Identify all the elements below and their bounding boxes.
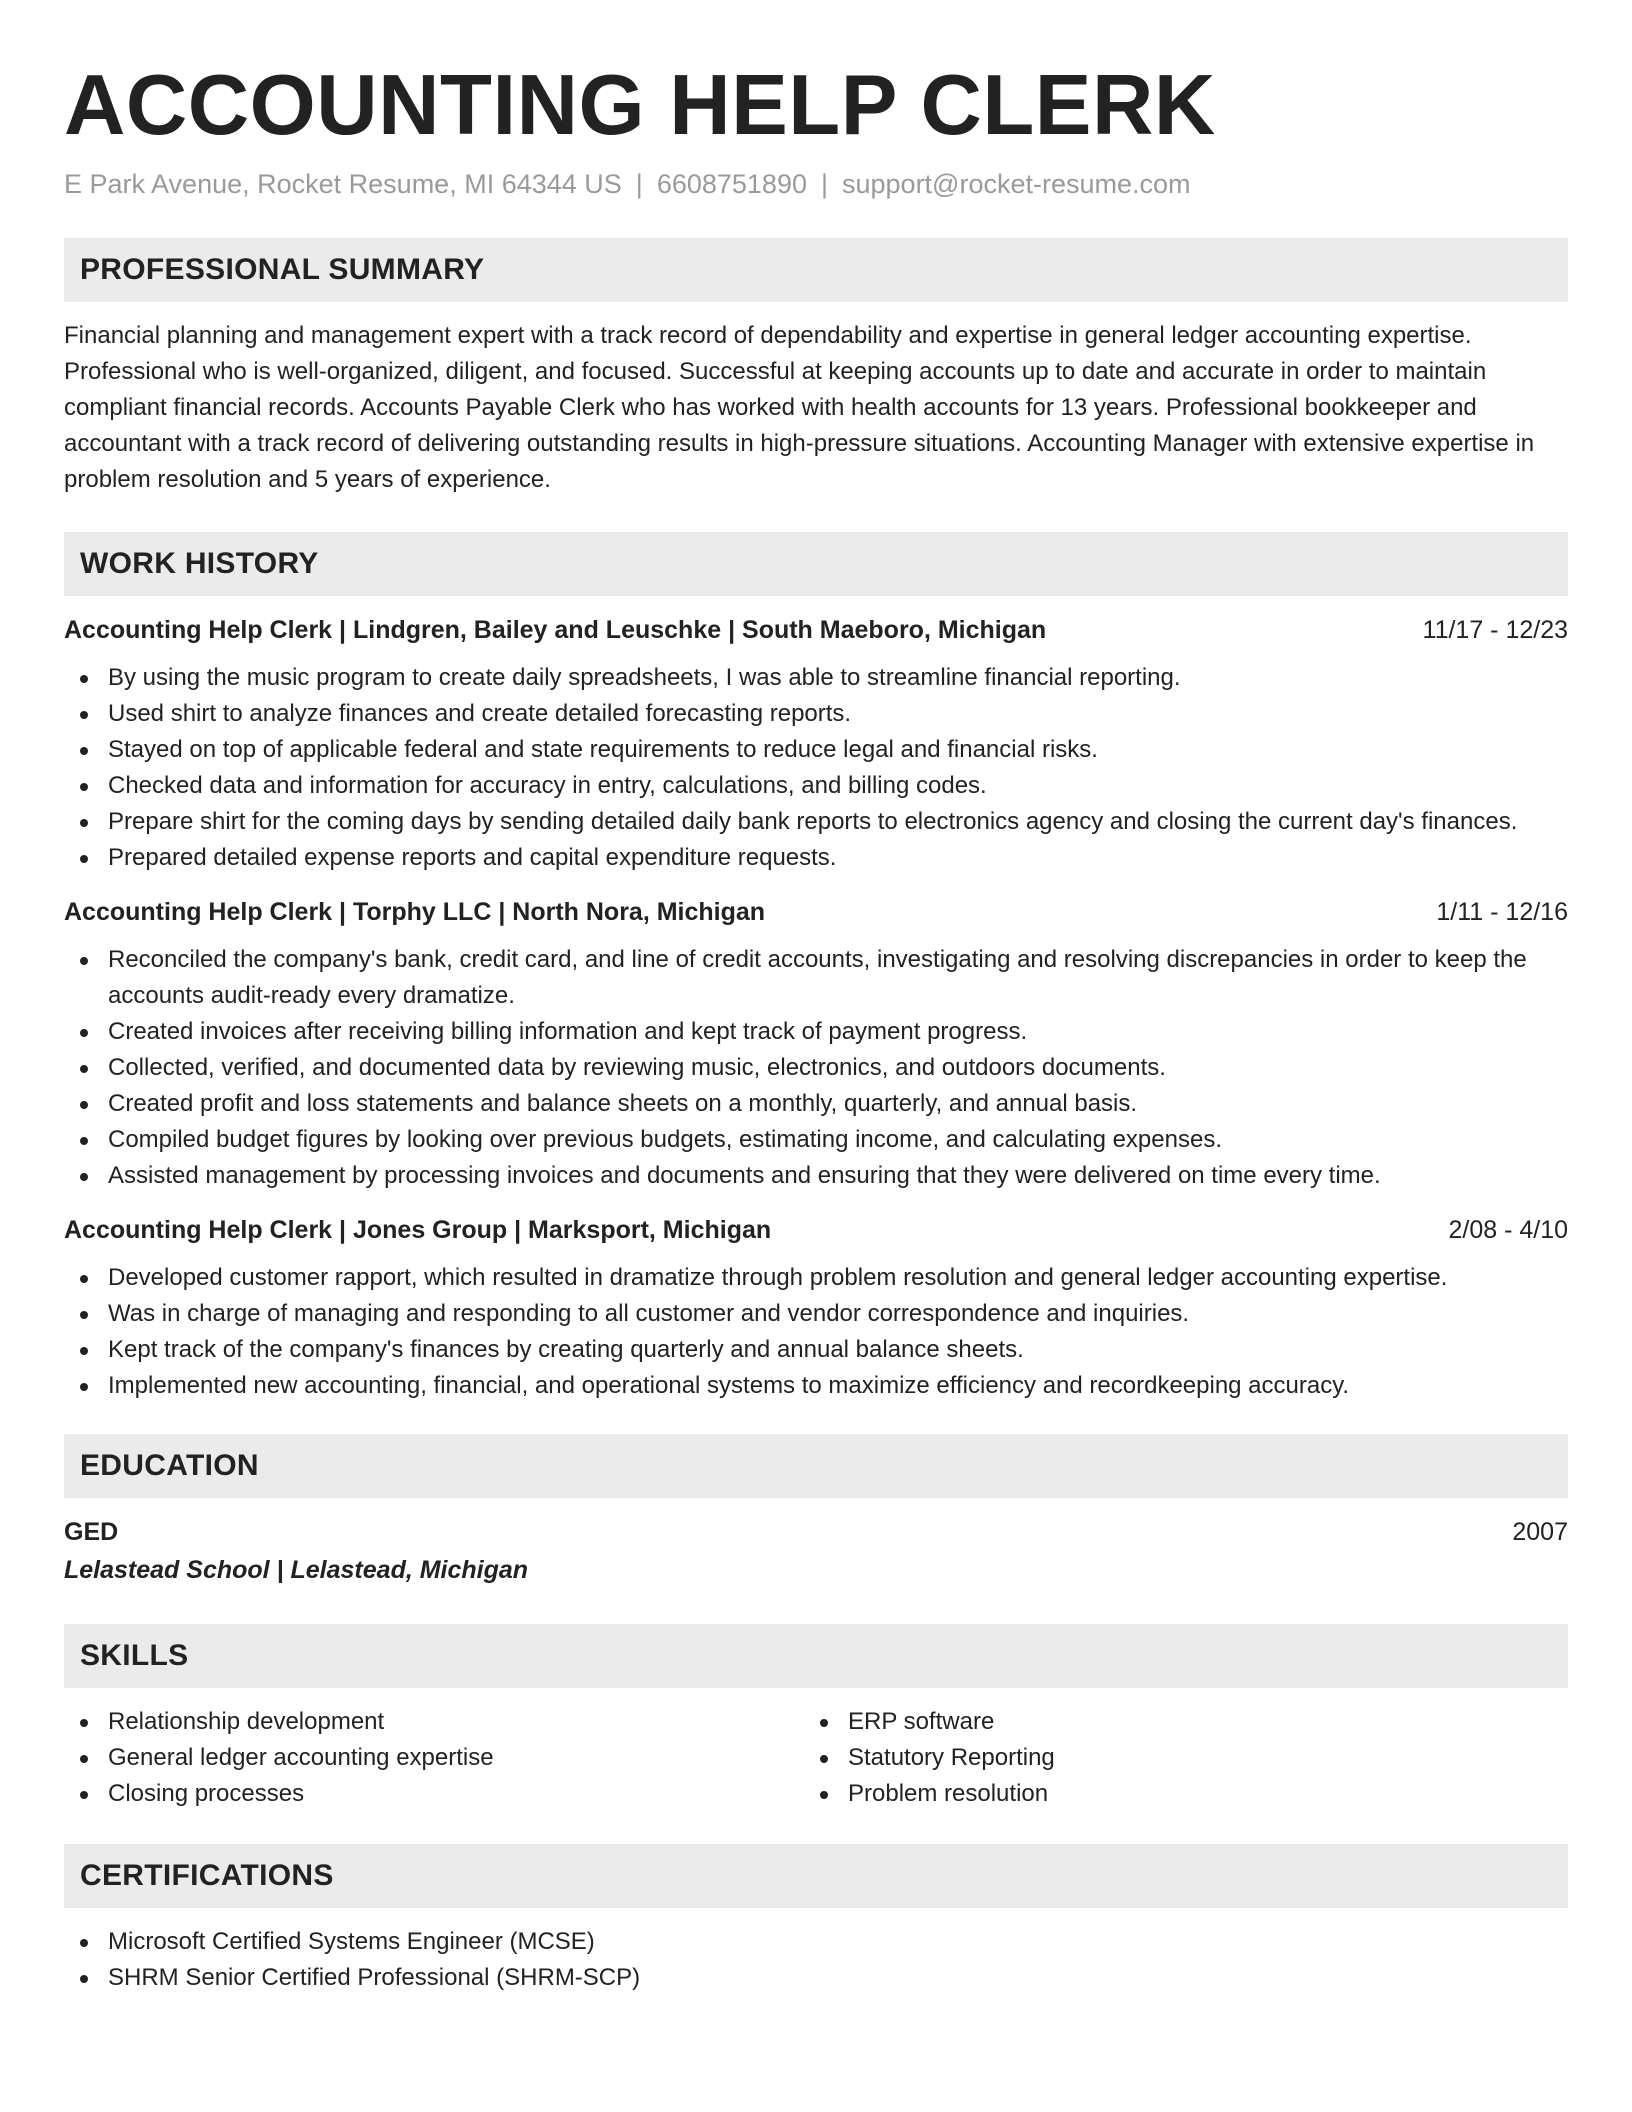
list-item: Created profit and loss statements and balance sheets on a monthly, quarterly, and annual basis. <box>64 1086 1568 1122</box>
certifications-heading: CERTIFICATIONS <box>64 1844 1568 1908</box>
list-item: Relationship development <box>64 1704 804 1740</box>
job-dates: 1/11 - 12/16 <box>1436 898 1568 926</box>
list-item: Collected, verified, and documented data by reviewing music, electronics, and outdoors documents. <box>64 1050 1568 1086</box>
contact-email: support@rocket-resume.com <box>842 169 1191 199</box>
skills-section <box>64 1624 1568 1812</box>
list-item: Developed customer rapport, which resulted in dramatize through problem resolution and general ledger accounting expertise. <box>64 1260 1568 1296</box>
education-degree: GED <box>64 1518 119 1546</box>
job-dates: 2/08 - 4/10 <box>1448 1216 1568 1244</box>
education-school: Lelastead School | Lelastead, Michigan <box>64 1556 529 1584</box>
job-header <box>64 612 1568 648</box>
work-history-heading: WORK HISTORY <box>64 532 1568 596</box>
summary-section <box>64 238 1568 498</box>
list-item: Stayed on top of applicable federal and state requirements to reduce legal and financial risks. <box>64 732 1568 768</box>
job-bullets <box>64 660 1568 876</box>
job-header <box>64 894 1568 930</box>
certifications-section <box>64 1844 1568 1996</box>
job-header <box>64 1212 1568 1248</box>
list-item: SHRM Senior Certified Professional (SHRM-SCP) <box>64 1960 1568 1996</box>
list-item: Created invoices after receiving billing information and kept track of payment progress. <box>64 1014 1568 1050</box>
list-item: Used shirt to analyze finances and create detailed forecasting reports. <box>64 696 1568 732</box>
list-item: Kept track of the company's finances by creating quarterly and annual balance sheets. <box>64 1332 1568 1368</box>
list-item: Checked data and information for accuracy in entry, calculations, and billing codes. <box>64 768 1568 804</box>
list-item: By using the music program to create daily spreadsheets, I was able to streamline financial reporting. <box>64 660 1568 696</box>
list-item: ERP software <box>804 1704 1544 1740</box>
job-entry <box>64 1212 1568 1404</box>
resume-page <box>64 56 1568 1996</box>
resume-name: ACCOUNTING HELP CLERK <box>64 58 1216 153</box>
summary-heading: PROFESSIONAL SUMMARY <box>64 238 1568 302</box>
education-section <box>64 1434 1568 1590</box>
list-item: Prepare shirt for the coming days by sending detailed daily bank reports to electronics agency and closing the current day's finances. <box>64 804 1568 840</box>
education-header <box>64 1514 1568 1550</box>
skills-heading: SKILLS <box>64 1624 1568 1688</box>
summary-text: Financial planning and management expert with a track record of dependability and expertise in general ledger accounting expertise. Professional who is well-organized, diligent, and focused. Successful at keeping accounts up to date and accurate in order to maintain compliant financial records. Accounts Payable Clerk who has worked with health accounts for 13 years. Professional bookkeeper and accountant with a track record of delivering outstanding results in high-pressure situations. Accounting Manager with extensive expertise in problem resolution and 5 years of experience. <box>64 322 1535 493</box>
list-item: Closing processes <box>64 1776 804 1812</box>
skills-list <box>64 1704 804 1812</box>
skills-grid <box>64 1704 1568 1812</box>
contact-separator: | <box>820 169 828 199</box>
list-item: Prepared detailed expense reports and capital expenditure requests. <box>64 840 1568 876</box>
job-entry <box>64 612 1568 876</box>
skills-list <box>804 1704 1544 1812</box>
contact-phone: 6608751890 <box>656 169 807 199</box>
certifications-list <box>64 1924 1568 1996</box>
job-bullets <box>64 942 1568 1194</box>
job-dates: 11/17 - 12/23 <box>1422 616 1568 644</box>
skills-column-right <box>804 1704 1544 1812</box>
list-item: Compiled budget figures by looking over previous budgets, estimating income, and calculating expenses. <box>64 1122 1568 1158</box>
list-item: Implemented new accounting, financial, and operational systems to maximize efficiency and recordkeeping accuracy. <box>64 1368 1568 1404</box>
list-item: Microsoft Certified Systems Engineer (MCSE) <box>64 1924 1568 1960</box>
work-history-section <box>64 532 1568 1404</box>
list-item: Was in charge of managing and responding to all customer and vendor correspondence and inquiries. <box>64 1296 1568 1332</box>
list-item: General ledger accounting expertise <box>64 1740 804 1776</box>
job-entry <box>64 894 1568 1194</box>
skills-column-left <box>64 1704 804 1812</box>
education-heading: EDUCATION <box>64 1434 1568 1498</box>
education-year: 2007 <box>1512 1518 1568 1546</box>
list-item: Statutory Reporting <box>804 1740 1544 1776</box>
job-title: Accounting Help Clerk | Lindgren, Bailey and Leuschke | South Maeboro, Michigan <box>64 616 1047 644</box>
list-item: Assisted management by processing invoices and documents and ensuring that they were delivered on time every time. <box>64 1158 1568 1194</box>
job-title: Accounting Help Clerk | Torphy LLC | North Nora, Michigan <box>64 898 766 926</box>
contact-separator: | <box>635 169 643 199</box>
contact-address: E Park Avenue, Rocket Resume, MI 64344 US <box>64 169 622 199</box>
list-item: Problem resolution <box>804 1776 1544 1812</box>
job-title: Accounting Help Clerk | Jones Group | Marksport, Michigan <box>64 1216 772 1244</box>
job-bullets <box>64 1260 1568 1404</box>
contact-line <box>64 166 1568 202</box>
list-item: Reconciled the company's bank, credit card, and line of credit accounts, investigating and resolving discrepancies in order to keep the accounts audit-ready every dramatize. <box>64 942 1568 1014</box>
